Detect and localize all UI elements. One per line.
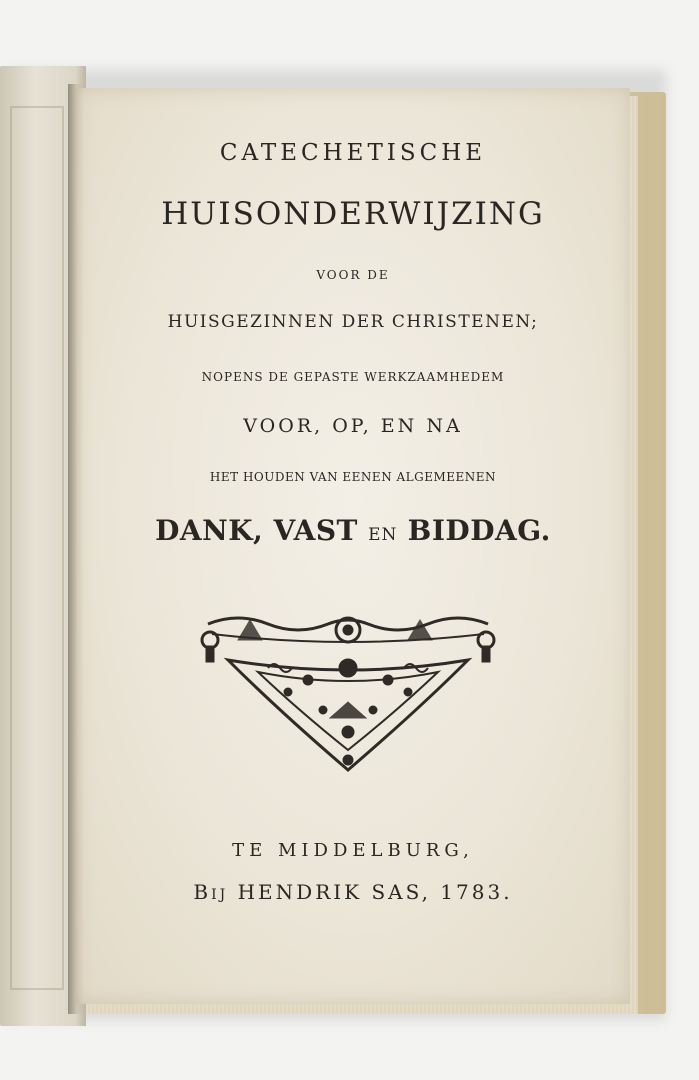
title-line-1: CATECHETISCHE bbox=[219, 140, 487, 166]
imprint-publisher: Bij HENDRIK SAS, 1783. bbox=[193, 880, 513, 904]
printer-ornament bbox=[198, 610, 498, 780]
main-title: HUISONDERWIJZING bbox=[161, 196, 545, 232]
title-line-8-part2: EN bbox=[368, 525, 398, 545]
title-line-5: NOPENS DE GEPASTE WERKZAAMHEDEM bbox=[201, 370, 505, 384]
title-line-3: VOOR DE bbox=[316, 268, 390, 282]
title-line-6: VOOR, OP, EN NA bbox=[243, 415, 463, 437]
title-line-8-part1: DANK, VAST bbox=[155, 514, 358, 547]
title-line-8-part3: BIDDAG. bbox=[407, 514, 551, 547]
imprint-city: TE MIDDELBURG, bbox=[232, 840, 474, 861]
title-line-8 bbox=[76, 514, 630, 547]
left-page-border bbox=[10, 106, 64, 990]
title-line-4: HUISGEZINNEN DER CHRISTENEN; bbox=[167, 312, 539, 332]
title-line-7: HET HOUDEN VAN EENEN ALGEMEENEN bbox=[209, 470, 497, 484]
